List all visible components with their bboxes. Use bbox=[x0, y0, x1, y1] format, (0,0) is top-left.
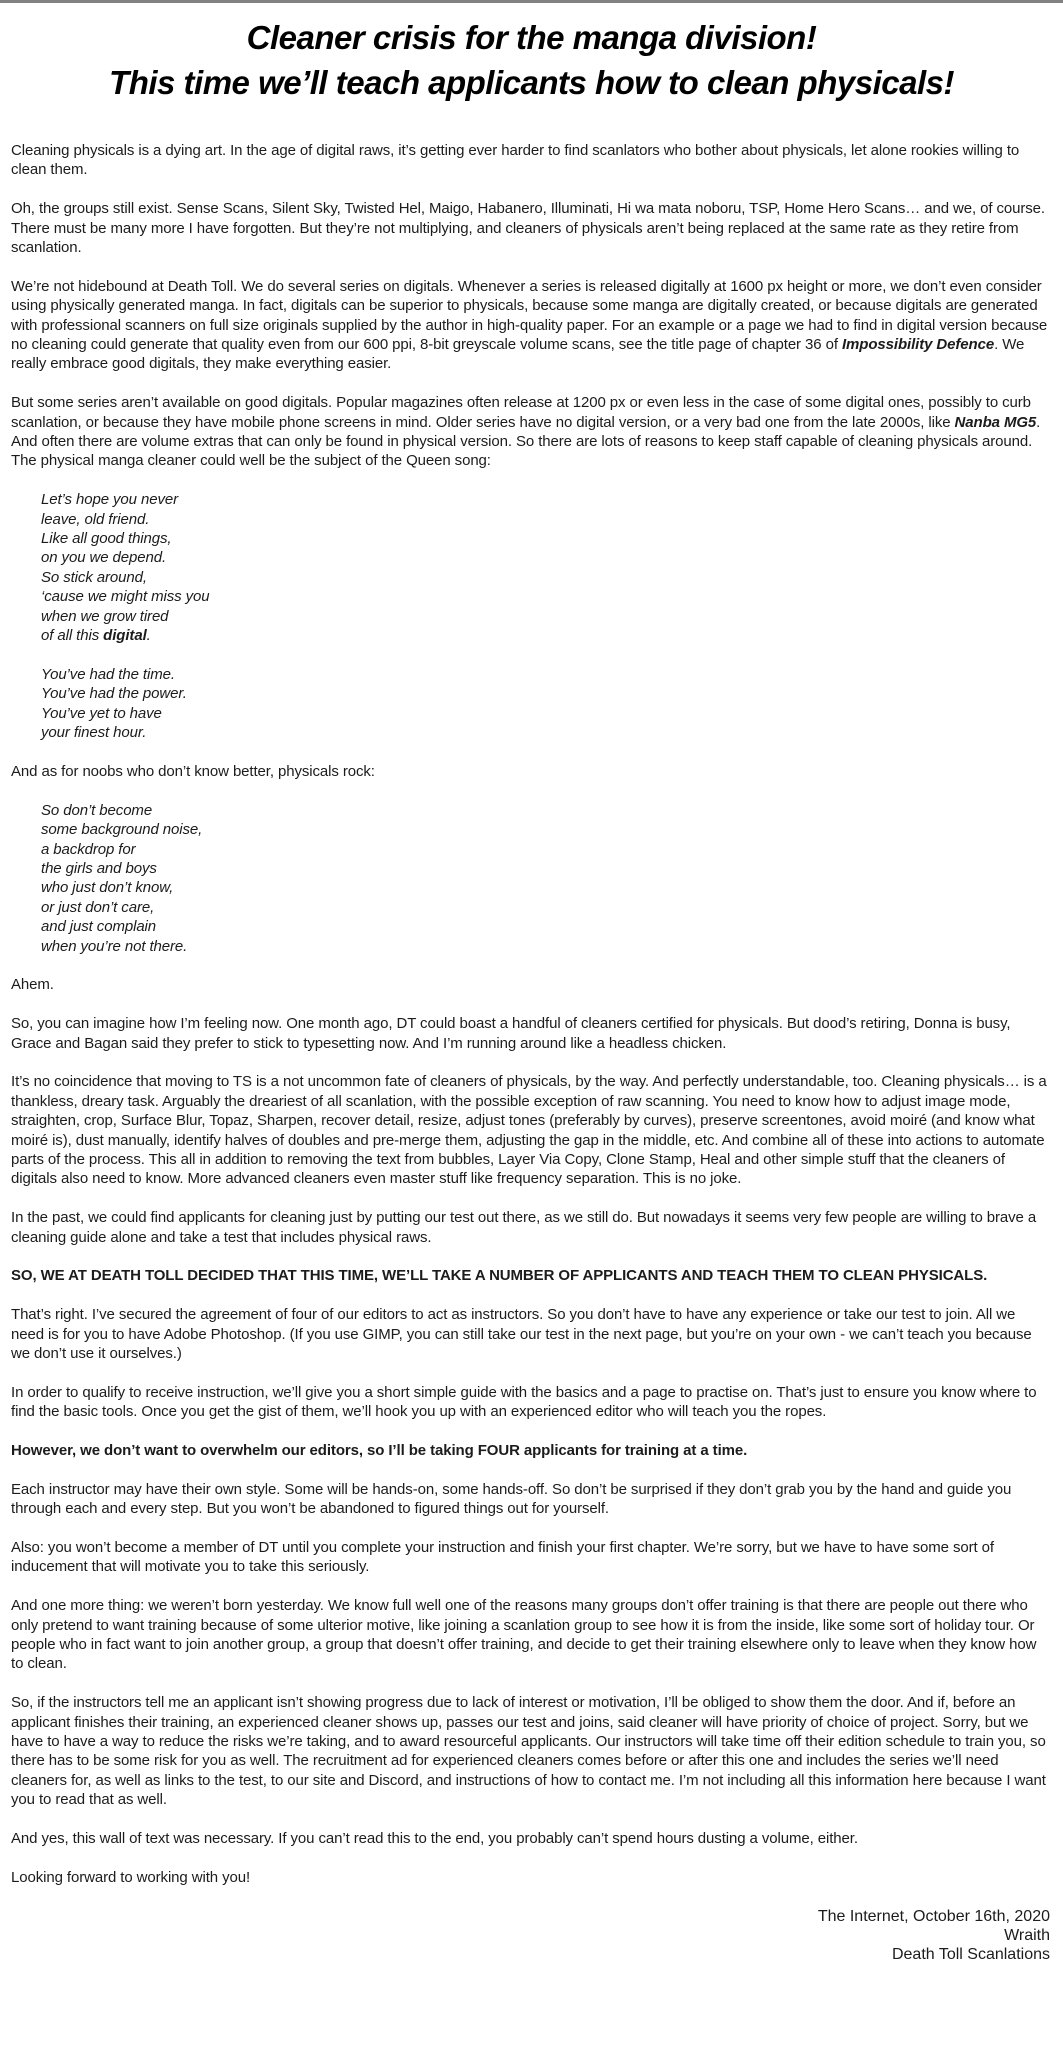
text-segment: when we grow tired bbox=[41, 607, 169, 625]
paragraph bbox=[11, 762, 1052, 781]
text-segment: Ahem. bbox=[11, 976, 54, 994]
verse-line bbox=[41, 665, 1052, 684]
signature bbox=[11, 1907, 1052, 1965]
text-segment: And yes, this wall of text was necessary. If you can’t read this to the end, you probably can’t spend hours dusting a volume, either. bbox=[11, 1830, 858, 1848]
page-title-line2: This time we’ll teach applicants how to clean physicals! bbox=[109, 64, 954, 101]
text-segment: . And often there are volume extras that can only be found in physical version. So there are lots of reasons to keep staff capable of cleaning physicals around. The physical manga cleaner could well be the subject of the Queen song: bbox=[11, 413, 1041, 470]
paragraph bbox=[11, 1538, 1052, 1577]
text-segment: who just don’t know, bbox=[41, 879, 174, 897]
verse-block bbox=[41, 801, 1052, 956]
paragraph bbox=[11, 1383, 1052, 1422]
text-segment: of all this bbox=[41, 627, 104, 645]
text-segment: So don’t become bbox=[41, 801, 153, 819]
paragraph bbox=[11, 199, 1052, 257]
text-segment: or just don’t care, bbox=[41, 898, 155, 916]
text-segment: digital bbox=[103, 627, 147, 645]
text-segment: Impossibility Defence bbox=[841, 336, 995, 354]
text-segment: Oh, the groups still exist. Sense Scans, Silent Sky, Twisted Hel, Maigo, Habanero, Illuminati, Hi wa mata noboru, TSP, Home Hero Scans… and we, of course. There must be many more I have forgotten. But they’re not multiplying, and cleaners of physicals aren’t being replaced at the same rate as they retire from scanlation. bbox=[11, 200, 1045, 257]
paragraph bbox=[11, 141, 1052, 180]
signature-author: Wraith bbox=[1004, 1927, 1050, 1945]
text-segment: You’ve yet to have bbox=[41, 704, 162, 722]
text-segment: ‘cause we might miss you bbox=[41, 588, 210, 606]
text-segment: Nanba MG5 bbox=[954, 413, 1037, 431]
text-segment: And as for noobs who don’t know better, physicals rock: bbox=[11, 762, 375, 780]
text-segment: the girls and boys bbox=[41, 859, 157, 877]
text-segment: You’ve had the time. bbox=[41, 665, 175, 683]
verse-block bbox=[41, 665, 1052, 743]
emphasis-paragraph bbox=[11, 1441, 1052, 1460]
signature-group: Death Toll Scanlations bbox=[891, 1946, 1050, 1964]
verse-line bbox=[41, 704, 1052, 723]
paragraph bbox=[11, 1693, 1052, 1809]
text-segment: Each instructor may have their own style. Some will be hands-on, some hands-off. So don’t be surprised if they don’t grab you by the hand and guide you through each and every step. But you won’t be abandoned to figured things out for yourself. bbox=[11, 1480, 1012, 1518]
verse-line bbox=[41, 723, 1052, 742]
text-segment: a backdrop for bbox=[41, 840, 136, 858]
verse-line bbox=[41, 587, 1052, 606]
verse-line bbox=[41, 529, 1052, 548]
text-segment: Like all good things, bbox=[41, 530, 172, 548]
document-body bbox=[11, 141, 1052, 1887]
paragraph bbox=[11, 277, 1052, 374]
verse-line bbox=[41, 548, 1052, 567]
verse-line bbox=[41, 626, 1052, 645]
paragraph bbox=[11, 1829, 1052, 1848]
text-segment: Also: you won’t become a member of DT until you complete your instruction and finish your first chapter. We’re sorry, but we have to have some sort of inducement that will motivate you to take this seriously. bbox=[11, 1538, 994, 1576]
text-segment: some background noise, bbox=[41, 821, 203, 839]
paragraph bbox=[11, 1596, 1052, 1674]
paragraph bbox=[11, 975, 1052, 994]
paragraph bbox=[11, 1305, 1052, 1363]
text-segment: . bbox=[146, 627, 151, 645]
paragraph bbox=[11, 1208, 1052, 1247]
text-segment: And one more thing: we weren’t born yesterday. We know full well one of the reasons many groups don’t offer training is that there are people out there who only pretend to want training because of some ulterior motive, like joining a scanlation group to see how it is from the inside, like some sort of holiday tour. Or people who in fact want to join another group, a group that doesn’t offer training, and decide to get their training elsewhere only to leave when they know how to clean. bbox=[11, 1597, 1037, 1673]
text-segment: when you’re not there. bbox=[41, 937, 188, 955]
text-segment: However, we don’t want to overwhelm our editors, so I’ll be taking FOUR applicants for training at a time. bbox=[11, 1441, 748, 1459]
announcement-page bbox=[0, 3, 1063, 1977]
page-title bbox=[11, 15, 1052, 105]
verse-line bbox=[41, 859, 1052, 878]
verse-line bbox=[41, 801, 1052, 820]
page-title-line1: Cleaner crisis for the manga division! bbox=[246, 19, 817, 56]
text-segment: So, you can imagine how I’m feeling now. One month ago, DT could boast a handful of cleaners certified for physicals. But dood’s retiring, Donna is busy, Grace and Bagan said they prefer to stick to typesetting now. And I’m running around like a headless chicken. bbox=[11, 1015, 1011, 1052]
paragraph bbox=[11, 1480, 1052, 1519]
paragraph bbox=[11, 393, 1052, 471]
text-segment: leave, old friend. bbox=[41, 510, 150, 528]
verse-line bbox=[41, 568, 1052, 587]
verse-line bbox=[41, 820, 1052, 839]
verse-line bbox=[41, 607, 1052, 626]
text-segment: Cleaning physicals is a dying art. In the age of digital raws, it’s getting ever harder to find scanlators who bother about physicals, let alone rookies willing to clean them. bbox=[11, 142, 1020, 179]
paragraph bbox=[11, 1868, 1052, 1887]
text-segment: Let’s hope you never bbox=[41, 491, 178, 509]
text-segment: So stick around, bbox=[41, 568, 147, 586]
text-segment: It’s no coincidence that moving to TS is a not uncommon fate of cleaners of physicals, by the way. And perfectly understandable, too. Cleaning physicals… is a thankless, dreary task. Arguably the dreariest of all scanlation, with the possible exception of raw scanning. You need to know how to adjust image mode, straighten, crop, Surface Blur, Topaz, Sharpen, recover detail, resize, adjust tones (preferably by curves), preserve screentones, avoid moiré (and know what moiré is), dust manually, identify halves of doubles and pre-merge them, adjusting the gap in the middle, etc. And combine all of these into actions to automate parts of the process. This all in addition to removing the text from bubbles, Layer Via Copy, Clone Stamp, Heal and other simple stuff that the cleaners of digitals also need to know. More advanced cleaners even master stuff like frequency separation. This is no joke. bbox=[11, 1073, 1047, 1188]
text-segment: on you we depend. bbox=[41, 549, 167, 567]
signature-date: The Internet, October 16th, 2020 bbox=[817, 1907, 1050, 1925]
text-segment: That’s right. I’ve secured the agreement of four of our editors to act as instructors. So you don’t have to have any experience or take our test to join. All we need is for you to have Adobe Photoshop. (If you use GIMP, you can still take our test in the next page, but you’re on your own - we can’t teach you because we don’t use it ourselves.) bbox=[11, 1306, 1032, 1362]
verse-line bbox=[41, 510, 1052, 529]
verse-line bbox=[41, 684, 1052, 703]
paragraph bbox=[11, 1072, 1052, 1188]
text-segment: We’re not hidebound at Death Toll. We do several series on digitals. Whenever a series is released digitally at 1600 px height or more, we don’t even consider using physically generated manga. In fact, digitals can be superior to physicals, because some manga are digitally created, or because digitals are generated with professional scanners on full size originals supplied by the author in high-quality paper. For an example or a page we had to find in digital version because no cleaning could generate that quality even from our 600 ppi, 8-bit greyscale volume scans, see the title page of chapter 36 of bbox=[11, 277, 1048, 354]
text-segment: . We really embrace good digitals, they make everything easier. bbox=[11, 336, 1025, 373]
verse-line bbox=[41, 937, 1052, 956]
paragraph bbox=[11, 1014, 1052, 1053]
text-segment: In the past, we could find applicants for cleaning just by putting our test out there, as we still do. But nowadays it seems very few people are willing to brave a cleaning guide alone and take a test that includes physical raws. bbox=[11, 1209, 1037, 1246]
text-segment: Looking forward to working with you! bbox=[11, 1868, 251, 1886]
text-segment: and just complain bbox=[41, 918, 157, 936]
text-segment: SO, WE AT DEATH TOLL DECIDED THAT THIS TIME, WE’LL TAKE A NUMBER OF APPLICANTS AND TEACH THEM TO CLEAN PHYSICALS. bbox=[11, 1267, 988, 1285]
verse-line bbox=[41, 878, 1052, 897]
verse-line bbox=[41, 840, 1052, 859]
text-segment: In order to qualify to receive instruction, we’ll give you a short simple guide with the basics and a page to practise on. That’s just to ensure you know where to find the basic tools. Once you get the gist of them, we’ll hook you up with an experienced editor who will teach you the ropes. bbox=[11, 1383, 1037, 1421]
verse-line bbox=[41, 917, 1052, 936]
text-segment: You’ve had the power. bbox=[41, 685, 187, 703]
verse-line bbox=[41, 898, 1052, 917]
verse-line bbox=[41, 490, 1052, 509]
text-segment: But some series aren’t available on good digitals. Popular magazines often release at 1200 px or even less in the case of some digital ones, possibly to curb scanlation, or because they have mobile phone screens in mind. Older series have no digital version, or a very bad one from the late 2000s, like bbox=[11, 394, 1031, 431]
text-segment: your finest hour. bbox=[41, 724, 147, 742]
text-segment: So, if the instructors tell me an applicant isn’t showing progress due to lack of interest or motivation, I’ll be obliged to show them the door. And if, before an applicant finishes their training, an experienced cleaner shows up, passes our test and joins, said cleaner will have priority of choice of project. Sorry, but we have to have a way to reduce the risks we’re taking, and to award resourceful applicants. Our instructors will take time off their edition schedule to train you, so there has to be some risk for you as well. The recruitment ad for experienced cleaners comes before or after this one and includes the series we’ll need cleaners for, as well as links to the test, to our site and Discord, and instructions of how to contact me. I’m not including all this information here because I want you to read that as well. bbox=[11, 1694, 1046, 1809]
verse-block bbox=[41, 490, 1052, 645]
emphasis-paragraph bbox=[11, 1266, 1052, 1285]
